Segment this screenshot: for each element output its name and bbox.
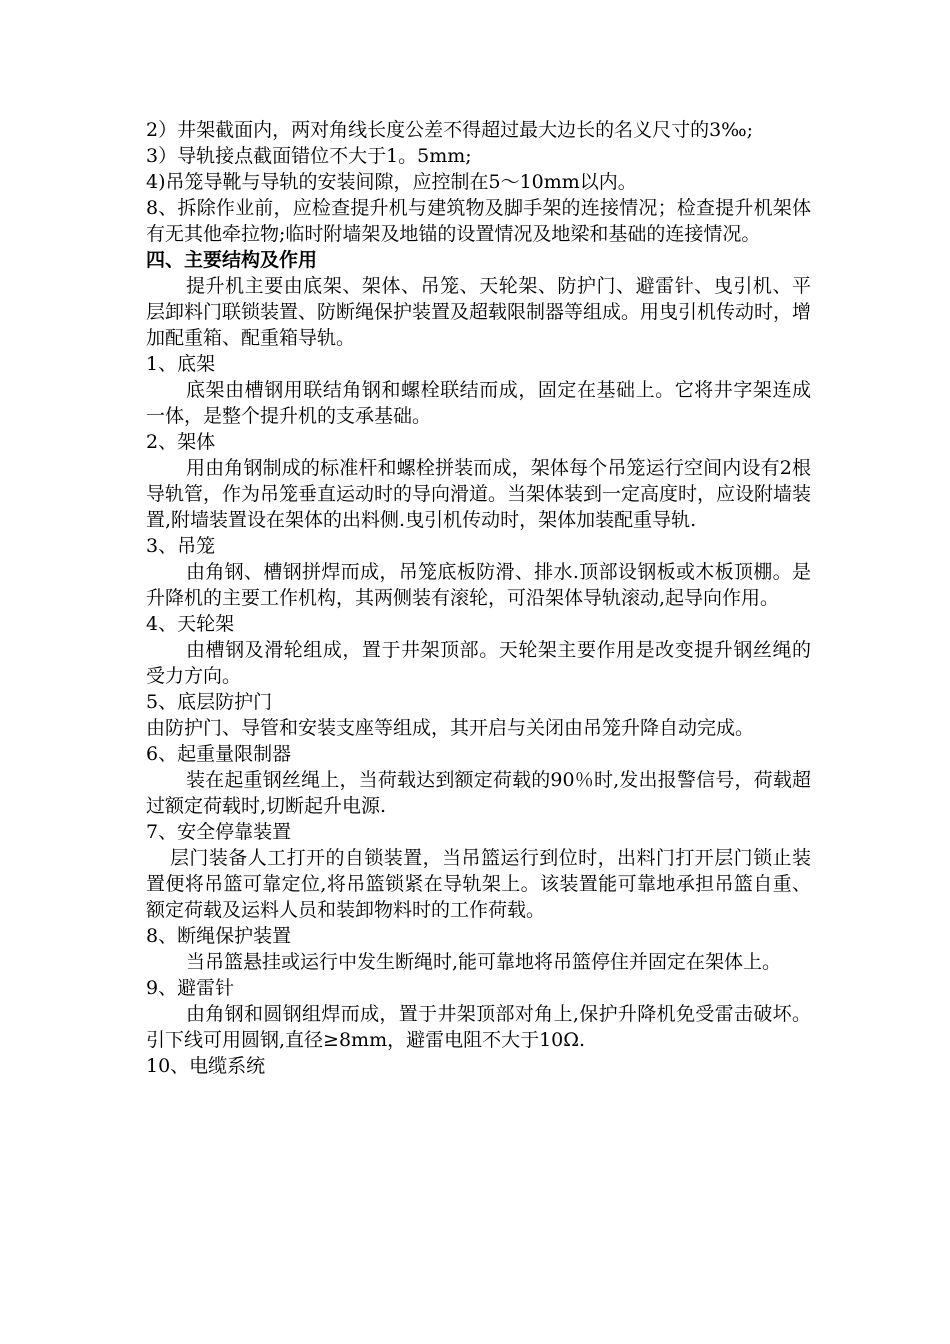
subheading-frame-body: 2、架体 (146, 431, 216, 453)
paragraph-guide-shoe-gap: 4)吊笼导靴与导轨的安装间隙，应控制在5～10mm以内。 (146, 171, 637, 193)
paragraph-base-frame: 底架由槽钢用联结角钢和螺栓联结而成，固定在基础上。它将井字架连成一体，是整个提升机的支承基础。 (146, 379, 811, 427)
paragraph-frame-body: 用由角钢制成的标准杆和螺栓拼装而成，架体每个吊笼运行空间内设有2根导轨管，作为吊笼垂直运动时的导向滑道。当架体装到一定高度时，应设附墙装置,附墙装置设在架体的出料侧.曳引机传动时，架体加装配重导轨. (146, 457, 812, 531)
paragraph-ground-guard-door: 由防护门、导管和安装支座等组成，其开启与关闭由吊笼升降自动完成。 (146, 717, 755, 739)
paragraph-tolerance-diagonal: 2）井架截面内，两对角线长度公差不得超过最大边长的名义尺寸的3‰; (146, 119, 754, 141)
section-heading-main-structure: 四、主要结构及作用 (146, 249, 318, 271)
paragraph-sheave-frame: 由槽钢及滑轮组成，置于井架顶部。天轮架主要作用是改变提升钢丝绳的受力方向。 (146, 639, 811, 687)
paragraph-rope-break-protection: 当吊篮悬挂或运行中发生断绳时,能可靠地将吊篮停住并固定在架体上。 (186, 951, 782, 973)
paragraph-dismantle-check: 8、拆除作业前，应检查提升机与建筑物及脚手架的连接情况；检查提升机架体有无其他牵拉物;临时附墙架及地锚的设置情况及地梁和基础的连接情况。 (146, 197, 811, 245)
subheading-cable-system: 10、电缆系统 (146, 1055, 266, 1077)
subheading-ground-guard-door: 5、底层防护门 (146, 691, 273, 713)
subheading-cage: 3、吊笼 (146, 535, 216, 557)
paragraph-load-limiter: 装在起重钢丝绳上，当荷载达到额定荷载的90％时,发出报警信号，荷载超过额定荷载时,切断起升电源. (146, 769, 811, 817)
document-page (146, 117, 811, 1079)
subheading-rope-break-protection: 8、断绳保护装置 (146, 925, 292, 947)
paragraph-lightning-rod: 由角钢和圆钢组焊而成，置于井架顶部对角上,保护升降机免受雷击破坏。引下线可用圆钢,直径≥8mm，避雷电阻不大于10Ω. (146, 1003, 811, 1051)
paragraph-rail-joint: 3）导轨接点截面错位不大于1。5mm; (146, 145, 472, 167)
paragraph-structure-overview: 提升机主要由底架、架体、吊笼、天轮架、防护门、避雷针、曳引机、平层卸料门联锁装置、防断绳保护装置及超载限制器等组成。用曳引机传动时，增加配重箱、配重箱导轨。 (146, 275, 812, 349)
subheading-sheave-frame: 4、天轮架 (146, 613, 235, 635)
subheading-load-limiter: 6、起重量限制器 (146, 743, 292, 765)
subheading-safety-stop-device: 7、安全停靠装置 (146, 821, 292, 843)
paragraph-safety-stop-device: 层门装备人工打开的自锁装置，当吊篮运行到位时，出料门打开层门锁止装置便将吊篮可靠定位,将吊篮锁紧在导轨架上。该装置能可靠地承担吊篮自重、额定荷载及运料人员和装卸物料时的工作荷载。 (146, 847, 811, 921)
paragraph-cage: 由角钢、槽钢拼焊而成，吊笼底板防滑、排水.顶部设钢板或木板顶棚。是升降机的主要工作机构，其两侧装有滚轮，可沿架体导轨滚动,起导向作用。 (146, 561, 811, 609)
subheading-base-frame: 1、底架 (146, 353, 216, 375)
subheading-lightning-rod: 9、避雷针 (146, 977, 235, 999)
